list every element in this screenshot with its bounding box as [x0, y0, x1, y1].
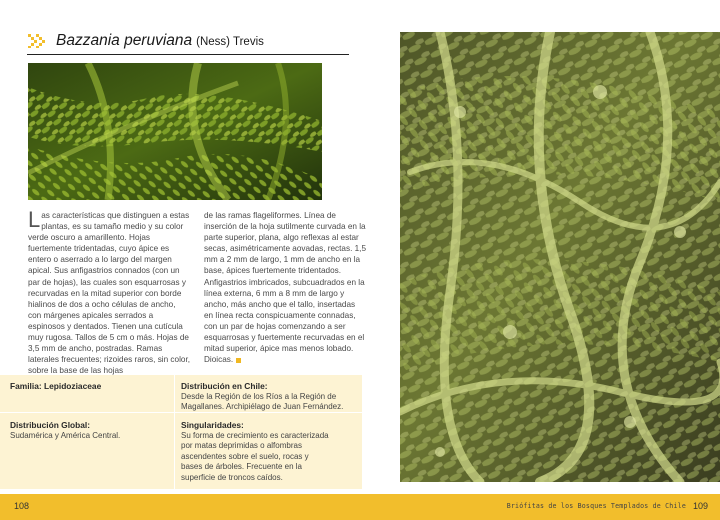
distribution-chile-text: Desde la Región de los Ríos a la Región de Magallanes. Archipiélago de Juan Fernández.	[181, 391, 344, 412]
species-name: Bazzania peruviana	[56, 32, 193, 49]
distribution-global-cell	[10, 420, 170, 441]
singularities-cell	[181, 420, 331, 484]
page-number-right: 109	[692, 501, 708, 511]
description-column-1	[28, 207, 191, 376]
moss-closeup-photo	[28, 63, 322, 200]
page-number-left: 108	[14, 501, 30, 511]
species-info-box	[0, 375, 362, 489]
species-author: (Ness) Trevis	[196, 36, 264, 48]
species-description	[28, 207, 368, 376]
end-mark-icon	[236, 358, 241, 363]
distribution-global-label: Distribución Global:	[10, 420, 91, 430]
distribution-global-text: Sudamérica y América Central.	[10, 430, 121, 440]
book-title: Briófitas de los Bosques Templados de Chile	[506, 502, 686, 510]
singularities-text: Su forma de crecimiento es caracterizada por matas deprimidas o alfombras ascendentes sobre el suelo, rocas y bases de árboles. Frecuente en la superficie de troncos caídos.	[181, 430, 329, 482]
drop-cap: L	[28, 207, 41, 232]
double-chevron-icon	[28, 34, 48, 48]
distribution-chile-label: Distribución en Chile:	[181, 381, 268, 391]
description-column-2	[204, 210, 366, 376]
species-heading	[28, 28, 348, 54]
familia-cell	[10, 381, 170, 392]
info-divider-vertical	[174, 375, 175, 489]
distribution-chile-cell	[181, 381, 357, 413]
singularities-label: Singularidades:	[181, 420, 244, 430]
page-title	[56, 32, 264, 50]
description-text-1: as características que distinguen a estas plantas, es su tamaño medio y su color verde oscuro a amarillento. Hojas fuertemente tridentadas, cuyo ápice es entero o aserrado a lo largo del margen apical. Sus anfigastrios connados (con un par de hojas), las cuales son esquarrosas y recurvadas en la mitad superior con borde hialinos de dos a ocho células de ancho, con márgenes apicales serrados a espinosos y dentados. Tienen una cutícula muy rugosa. Tallos de 5 cm o más. Hojas de 3,5 mm de ancho, postradas. Ramas laterales frecuentes; rizoides raros, sin color, sobre la base de las hojas	[28, 211, 191, 376]
moss-habitat-photo	[400, 32, 720, 482]
familia-label: Familia: Lepidoziaceae	[10, 381, 102, 391]
page-footer	[0, 494, 720, 520]
title-divider	[27, 54, 349, 55]
description-text-2: de las ramas flageliformes. Línea de inserción de la hoja sutilmente curvada en la parte superior, plana, algo reflexas al estar secas, asimétricamente aovadas, rectas. 1,5 mm a 2 mm de largo, 1 mm de ancho en la base, ápices fuertemente tridentados. Anfigastrios imbricados, subcuadrados en la línea externa, 6 mm a 8 mm de largo y ancho, más ancho que el tallo, insertadas en línea recta conspicuamente connadas, con un par de hojas comenzando a ser esquarrosas y fuertemente recurvadas en el mitad superior, ápice mas menos lobado. Dioicas.	[204, 211, 367, 365]
